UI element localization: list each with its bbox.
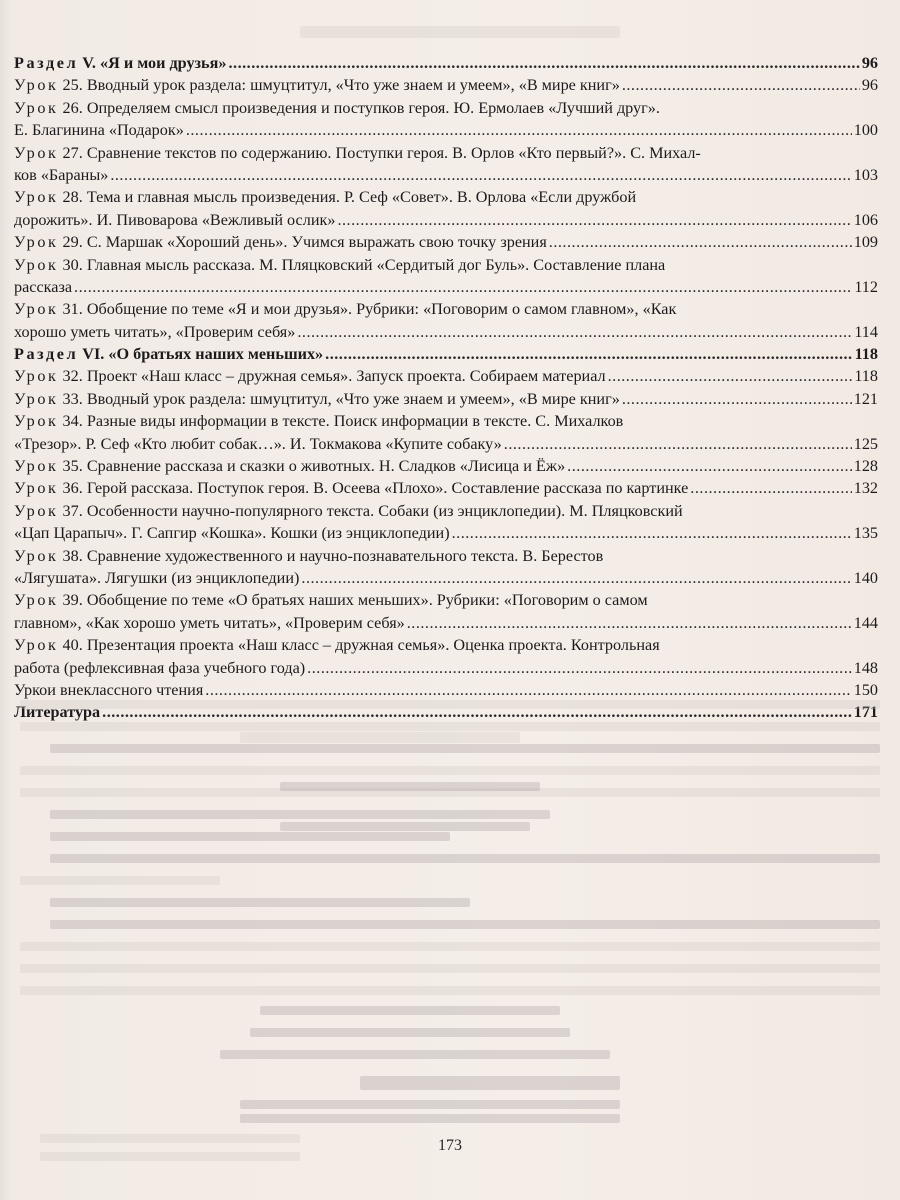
toc-page-number: 148 xyxy=(853,658,878,677)
dot-leader xyxy=(549,231,852,253)
toc-entry xyxy=(14,634,878,679)
toc-entry-title xyxy=(14,388,620,410)
toc-entry-title xyxy=(14,209,335,231)
dot-leader xyxy=(622,388,852,410)
toc-entry-title xyxy=(14,612,405,634)
toc-page-number: 112 xyxy=(854,277,878,296)
toc-entry-prefix: Урок xyxy=(14,479,59,498)
toc-line xyxy=(14,321,878,343)
toc-page-number: 100 xyxy=(853,121,878,140)
toc-line xyxy=(14,679,878,701)
toc-line xyxy=(14,657,878,679)
toc-entry-title xyxy=(14,276,72,298)
toc-entry-title xyxy=(14,343,323,365)
toc-entry-text: хорошо уметь читать», «Проверим себя» xyxy=(14,322,296,341)
toc-entry-prefix: Урок xyxy=(14,546,59,565)
toc-line xyxy=(14,119,878,141)
dot-leader xyxy=(567,455,852,477)
toc-line xyxy=(14,522,878,544)
toc-entry-text: рассказа xyxy=(14,277,73,296)
toc-line xyxy=(14,343,878,365)
dot-leader xyxy=(205,679,851,701)
toc-entry-prefix: Урок xyxy=(14,636,59,655)
toc-entry-title xyxy=(14,679,203,701)
dot-leader xyxy=(504,433,852,455)
dot-leader xyxy=(74,276,852,298)
toc-entry-text: 40. Презентация проекта «Наш класс – дружная семья». Оценка проекта. Контрольная xyxy=(62,636,660,655)
toc-entry-text: 31. Обобщение по теме «Я и мои друзья». Рубрики: «Поговорим о самом главном», «Как xyxy=(62,300,677,319)
dot-leader xyxy=(186,119,852,141)
toc-page-number: 125 xyxy=(853,434,878,453)
toc-entry-title xyxy=(14,589,648,611)
toc-entry-prefix: Урок xyxy=(14,412,59,431)
toc-line xyxy=(14,433,878,455)
toc-line xyxy=(14,612,878,634)
dot-leader xyxy=(452,522,852,544)
toc-entry-text: 36. Герой рассказа. Поступок героя. В. Осеева «Плохо». Составление рассказа по картинке xyxy=(62,479,689,498)
toc-line xyxy=(14,186,878,208)
toc-line xyxy=(14,298,878,320)
dot-leader xyxy=(608,365,853,387)
toc-page-number: 106 xyxy=(853,210,878,229)
toc-section-entry xyxy=(14,52,878,74)
page-number: 173 xyxy=(438,1137,462,1154)
toc-entry-prefix: Урок xyxy=(14,591,59,610)
toc-line xyxy=(14,455,878,477)
toc-entry-title xyxy=(14,142,701,164)
toc-entry xyxy=(14,477,878,499)
toc-entry-prefix: Урок xyxy=(14,233,59,252)
dot-leader xyxy=(325,343,852,365)
toc-entry-title xyxy=(14,254,665,276)
toc-entry-text: 37. Особенности научно-популярного текста. Собаки (из энциклопедии). М. Пляцковский xyxy=(62,501,683,520)
toc-entry-text: 25. Вводный урок раздела: шмуцтитул, «Что уже знаем и умеем», «В мире книг» xyxy=(62,76,620,95)
toc-entry-text: главном», «Как хорошо уметь читать», «Проверим себя» xyxy=(14,613,405,632)
toc-section-entry xyxy=(14,343,878,365)
toc-entry-text: 26. Определяем смысл произведения и поступков героя. Ю. Ермолаев «Лучший друг». xyxy=(62,98,660,117)
toc-entry-title xyxy=(14,567,299,589)
dot-leader xyxy=(622,74,860,96)
toc-page-number: 150 xyxy=(853,680,878,699)
toc-entry-text: 29. С. Маршак «Хороший день». Учимся выражать свою точку зрения xyxy=(62,233,547,252)
toc-line xyxy=(14,52,878,74)
toc-page-number: 96 xyxy=(861,54,878,72)
toc-page-number: 128 xyxy=(853,457,878,476)
dot-leader xyxy=(110,164,851,186)
toc-entry-prefix: Урок xyxy=(14,389,59,408)
toc-entry xyxy=(14,388,878,410)
toc-entry-prefix: Урок xyxy=(14,501,59,520)
toc-page-number: 103 xyxy=(853,165,878,184)
toc-line xyxy=(14,589,878,611)
toc-line xyxy=(14,276,878,298)
toc-line xyxy=(14,410,878,432)
toc-entry xyxy=(14,231,878,253)
toc-entry-text: 32. Проект «Наш класс – дружная семья». Запуск проекта. Собираем материал xyxy=(62,367,606,386)
toc-entry xyxy=(14,97,878,142)
toc-line xyxy=(14,74,878,96)
toc-entry-title xyxy=(14,365,606,387)
toc-entry-title xyxy=(14,657,305,679)
toc-page-number: 135 xyxy=(853,524,878,543)
toc-line xyxy=(14,634,878,656)
toc-page-number: 96 xyxy=(861,76,878,95)
toc-entry-title xyxy=(14,298,676,320)
table-of-contents xyxy=(14,52,878,724)
toc-entry-prefix: Урок xyxy=(14,457,59,476)
toc-entry-text: 38. Сравнение художественного и научно-познавательного текста. В. Берестов xyxy=(62,546,604,565)
toc-entry-text: работа (рефлексивная фаза учебного года) xyxy=(14,658,306,677)
toc-line xyxy=(14,164,878,186)
toc-page-number: 118 xyxy=(854,345,878,364)
dot-leader xyxy=(690,477,851,499)
toc-entry-title xyxy=(14,231,547,253)
toc-line xyxy=(14,254,878,276)
dot-leader xyxy=(228,52,859,74)
toc-entry-text: «Лягушата». Лягушки (из энциклопедии) xyxy=(14,568,300,587)
toc-page-number: 118 xyxy=(854,367,878,386)
toc-entry-prefix: Урок xyxy=(14,300,59,319)
toc-entry-text: «Цап Царапыч». Г. Сапгир «Кошка». Кошки (из энциклопедии) xyxy=(14,524,450,543)
toc-entry-text: 34. Разные виды информации в тексте. Поиск информации в тексте. С. Михалков xyxy=(62,412,624,431)
toc-entry-prefix: Урок xyxy=(14,367,59,386)
toc-line xyxy=(14,545,878,567)
dot-leader xyxy=(407,612,852,634)
toc-entry-title xyxy=(14,321,295,343)
toc-entry xyxy=(14,589,878,634)
dot-leader xyxy=(301,567,851,589)
toc-entry-text: 33. Вводный урок раздела: шмуцтитул, «Что уже знаем и умеем», «В мире книг» xyxy=(62,389,620,408)
toc-entry-title xyxy=(14,522,450,544)
toc-entry-title xyxy=(14,545,603,567)
toc-entry-title xyxy=(14,500,683,522)
toc-entry xyxy=(14,455,878,477)
toc-entry-title xyxy=(14,186,636,208)
toc-line xyxy=(14,477,878,499)
toc-entry-text: VI. «О братьях наших меньших» xyxy=(82,345,324,364)
toc-entry-text: 28. Тема и главная мысль произведения. Р. Сеф «Совет». В. Орлова «Если дружбой xyxy=(62,188,637,207)
toc-entry-prefix: Урок xyxy=(14,98,59,117)
toc-entry xyxy=(14,545,878,590)
toc-entry xyxy=(14,186,878,231)
dot-leader xyxy=(337,209,851,231)
toc-entry-text: 27. Сравнение текстов по содержанию. Поступки героя. В. Орлов «Кто первый?». С. Михал- xyxy=(62,143,701,162)
toc-entry-prefix: Раздел xyxy=(14,54,79,72)
toc-page-number: 121 xyxy=(853,389,878,408)
toc-entry-prefix: Урок xyxy=(14,188,59,207)
toc-entry-title xyxy=(14,477,688,499)
toc-page-number: 132 xyxy=(853,479,878,498)
toc-entry-text: «Трезор». Р. Сеф «Кто любит собак…». И. Токмакова «Купите собаку» xyxy=(14,434,502,453)
toc-entry-title xyxy=(14,410,623,432)
toc-entry xyxy=(14,410,878,455)
toc-entry-prefix: Урок xyxy=(14,255,59,274)
toc-entry-text: V. «Я и мои друзья» xyxy=(82,54,227,72)
toc-line xyxy=(14,567,878,589)
toc-line xyxy=(14,97,878,119)
toc-entry xyxy=(14,365,878,387)
toc-entry-text: 30. Главная мысль рассказа. М. Пляцковский «Сердитый дог Буль». Составление плана xyxy=(62,255,666,274)
toc-line xyxy=(14,209,878,231)
toc-entry-title xyxy=(14,119,184,141)
toc-line xyxy=(14,231,878,253)
toc-entry xyxy=(14,254,878,299)
toc-entry-text: 35. Сравнение рассказа и сказки о животных. Н. Сладков «Лисица и Ёж» xyxy=(62,457,566,476)
toc-entry-text: Е. Благинина «Подарок» xyxy=(14,121,184,140)
toc-entry-title xyxy=(14,97,660,119)
toc-entry-prefix: Раздел xyxy=(14,345,79,364)
toc-entry-text: 39. Обобщение по теме «О братьях наших меньших». Рубрики: «Поговорим о самом xyxy=(62,591,648,610)
toc-page-number: 114 xyxy=(854,322,878,341)
toc-entry-prefix: Урок xyxy=(14,143,59,162)
toc-entry-title xyxy=(14,74,620,96)
toc-entry-title xyxy=(14,455,565,477)
toc-entry xyxy=(14,74,878,96)
toc-page-number: 140 xyxy=(853,568,878,587)
toc-entry xyxy=(14,142,878,187)
toc-entry-text: Уркои внеклассного чтения xyxy=(14,680,204,699)
toc-entry-prefix: Урок xyxy=(14,76,59,95)
toc-line xyxy=(14,142,878,164)
toc-line xyxy=(14,388,878,410)
toc-entry-text: ков «Бараны» xyxy=(14,165,109,184)
toc-line xyxy=(14,365,878,387)
toc-line xyxy=(14,500,878,522)
toc-entry-title xyxy=(14,634,660,656)
toc-page-number: 144 xyxy=(853,613,878,632)
toc-entry-title xyxy=(14,433,502,455)
dot-leader xyxy=(307,657,852,679)
toc-page-number: 171 xyxy=(853,703,878,722)
toc-entry xyxy=(14,298,878,343)
toc-entry-title xyxy=(14,164,108,186)
toc-entry xyxy=(14,500,878,545)
dot-leader xyxy=(297,321,852,343)
toc-entry xyxy=(14,679,878,701)
toc-page-number: 109 xyxy=(853,233,878,252)
toc-entry-text: дорожить». И. Пивоварова «Вежливый ослик» xyxy=(14,210,336,229)
toc-entry-title xyxy=(14,52,226,74)
toc-entry-text: Литература xyxy=(14,703,101,722)
